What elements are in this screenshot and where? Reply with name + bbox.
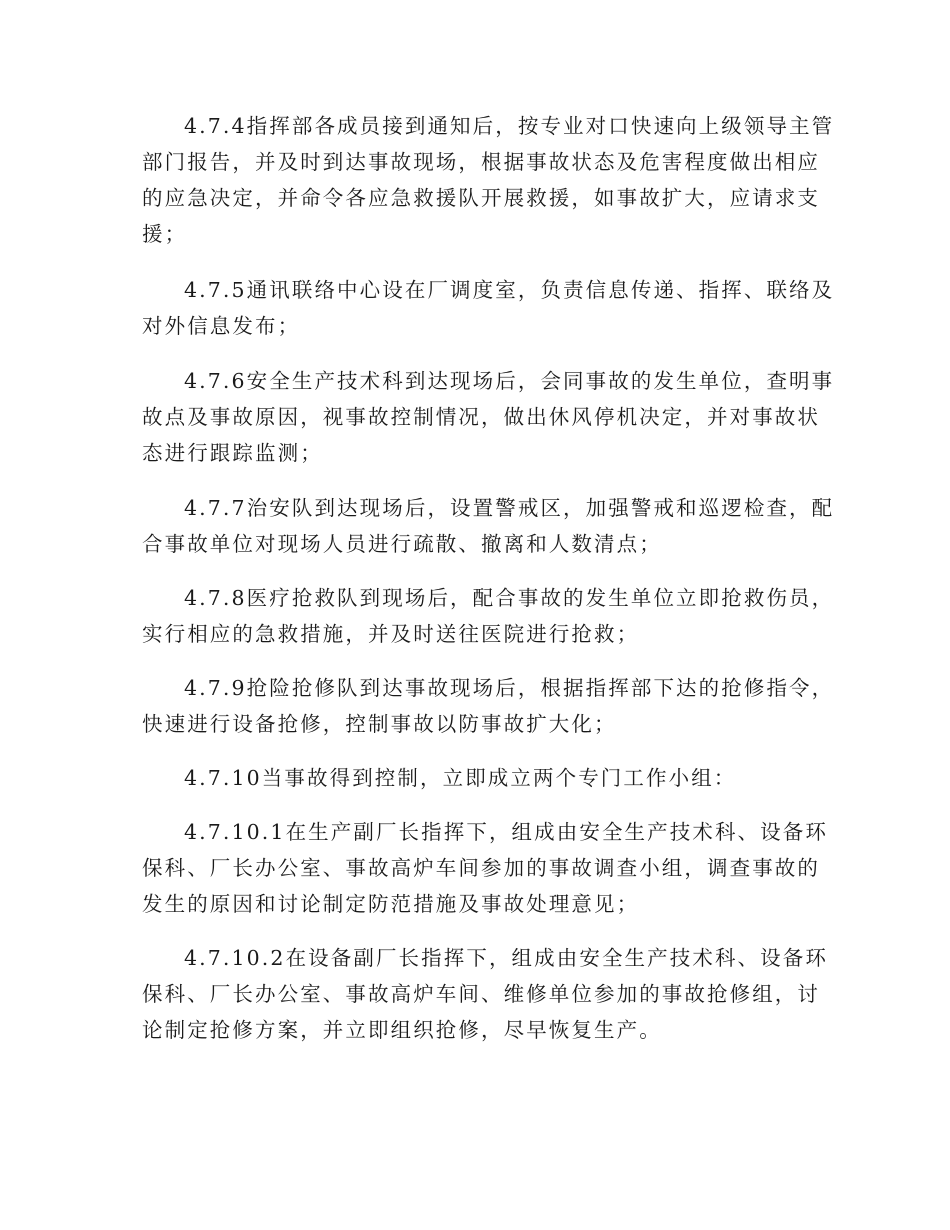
paragraph-4-7-10-2	[142, 940, 828, 1048]
text-line: 部门报告，并及时到达事故现场，根据事故状态及危害程度做出相应	[142, 150, 820, 174]
text-line: 4.7.10.1在生产副厂长指挥下，组成由安全生产技术科、设备环	[184, 820, 828, 844]
paragraph-4-7-10-1	[142, 814, 828, 922]
text-line: 保科、厂长办公室、事故高炉车间参加的事故调查小组，调查事故的	[142, 856, 820, 880]
text-line: 保科、厂长办公室、事故高炉车间、维修单位参加的事故抢修组，讨	[142, 982, 820, 1006]
text-line: 4.7.4指挥部各成员接到通知后，按专业对口快速向上级领导主管	[184, 114, 835, 138]
text-line: 论制定抢修方案，并立即组织抢修，尽早恢复生产。	[142, 1018, 662, 1042]
text-line: 合事故单位对现场人员进行疏散、撤离和人数清点；	[142, 532, 662, 556]
paragraph-4-7-6	[142, 363, 835, 471]
paragraph-4-7-8	[142, 580, 835, 652]
text-line: 援；	[142, 222, 188, 246]
text-line: 的应急决定，并命令各应急救援队开展救援，如事故扩大，应请求支	[142, 186, 820, 210]
paragraph-4-7-9	[142, 670, 835, 742]
text-line: 态进行跟踪监测；	[142, 441, 323, 465]
text-line: 4.7.10.2在设备副厂长指挥下，组成由安全生产技术科、设备环	[184, 946, 828, 970]
paragraph-4-7-5	[142, 272, 835, 344]
text-line: 发生的原因和讨论制定防范措施及事故处理意见；	[142, 892, 640, 916]
text-line: 4.7.7治安队到达现场后，设置警戒区，加强警戒和巡逻检查，配	[184, 496, 835, 520]
text-line: 4.7.5通讯联络中心设在厂调度室，负责信息传递、指挥、联络及	[184, 278, 835, 302]
text-line: 4.7.8医疗抢救队到现场后，配合事故的发生单位立即抢救伤员，	[184, 586, 835, 610]
paragraph-4-7-7	[142, 490, 835, 562]
paragraph-4-7-4	[142, 108, 835, 252]
text-line: 4.7.9抢险抢修队到达事故现场后，根据指挥部下达的抢修指令，	[184, 676, 835, 700]
text-line: 实行相应的急救措施，并及时送往医院进行抢救；	[142, 622, 640, 646]
text-line: 4.7.10当事故得到控制，立即成立两个专门工作小组：	[184, 766, 737, 790]
text-line: 快速进行设备抢修，控制事故以防事故扩大化；	[142, 712, 617, 736]
text-line: 故点及事故原因，视事故控制情况，做出休风停机决定，并对事故状	[142, 405, 820, 429]
text-line: 对外信息发布；	[142, 314, 301, 338]
paragraph-4-7-10	[142, 760, 812, 796]
text-line: 4.7.6安全生产技术科到达现场后，会同事故的发生单位，查明事	[184, 369, 835, 393]
